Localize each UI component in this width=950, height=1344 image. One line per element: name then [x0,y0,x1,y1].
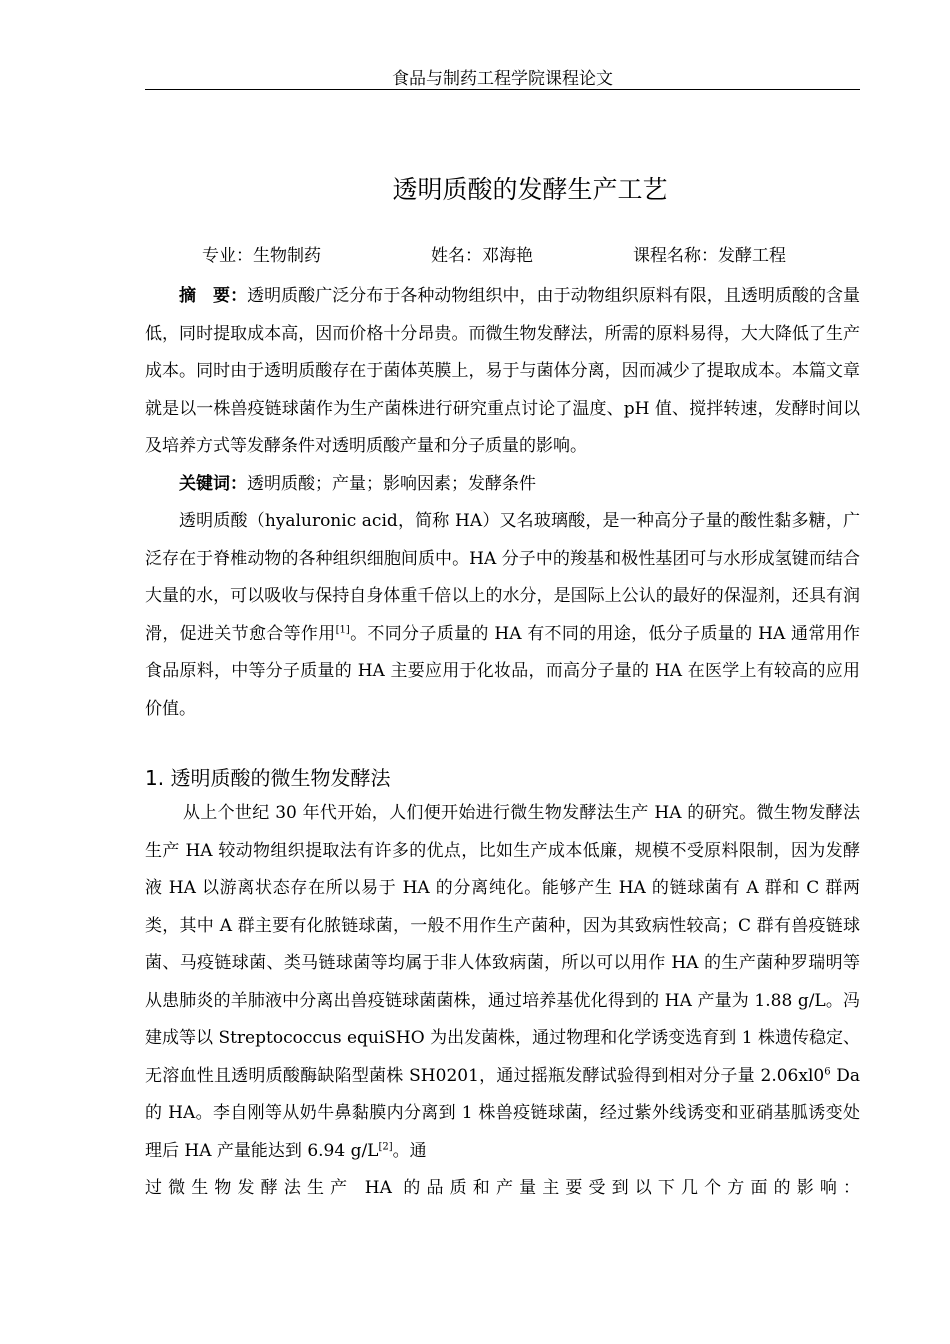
section-heading: 1. 透明质酸的微生物发酵法 [145,766,391,790]
abstract-block [145,278,860,728]
keywords-label: 关键词： [179,473,247,494]
section1-paragraph [145,795,860,1170]
meta-major: 专业：生物制药 [202,246,321,266]
keywords-paragraph [145,466,860,504]
section1-block [145,795,860,1208]
header-rule [145,89,860,90]
citation-1: [1] [335,623,350,635]
keywords-text: 透明质酸；产量；影响因素；发酵条件 [247,473,536,494]
intro-text-1: 透明质酸（hyaluronic acid，简称 HA）又名玻璃酸，是一种高分子量的酸性黏多糖，广泛存在于脊椎动物的各种组织细胞间质中。HA 分子中的羧基和极性基团可与水形成氢键而结合大量的水，可以吸收与保持自身体重千倍以上的水分，是国际上公认的最好的保湿剂，还具有润滑，促进关节愈合等作用 [145,511,860,644]
section1-text-1: 从上个世纪 30 年代开始，人们便开始进行微生物发酵法生产 HA 的研究。微生物发酵法生产 HA 较动物组织提取法有许多的优点，比如生产成本低廉，规模不受原料限制，因为发酵液 HA 以游离状态存在所以易于 HA 的分离纯化。能够产生 HA 的链球菌有 A 群和 C 群两类，其中 A 群主要有化脓链球菌，一般不用作生产菌种，因为其致病性较高；C 群有兽疫链球菌、马疫链球菌、类马链球菌等均属于非人体致病菌，所以可以用作 HA 的生产菌种罗瑞明等从患肺炎的羊肺液中分离出兽疫链球菌菌株，通过培养基优化得到的 HA 产量为 1.88 g/L。冯建成等以 Streptococcus equiSHO 为出发菌株，通过物理和化学诱变选育到 1 株遗传稳定、无溶血性且透明质酸酶缺陷型菌株 SH0201，通过摇瓶发酵试验得到相对分子量 2.06xl0 [145,803,860,1086]
intro-text-2: 。不同分子质量的 HA 有不同的用途，低分子质量的 HA 通常用作食品原料，中等分子质量的 HA 主要应用于化妆品，而高分子量的 HA 在医学上有较高的应用价值。 [145,623,860,719]
meta-course: 课程名称：发酵工程 [633,246,786,266]
abstract-text: 透明质酸广泛分布于各种动物组织中，由于动物组织原料有限，且透明质酸的含量低，同时提取成本高，因而价格十分昂贵。而微生物发酵法，所需的原料易得，大大降低了生产成本。同时由于透明质酸存在于菌体英膜上，易于与菌体分离，因而减少了提取成本。本篇文章就是以一株兽疫链球菌作为生产菌株进行研究重点讨论了温度、pH 值、搅拌转速，发酵时间以及培养方式等发酵条件对透明质酸产量和分子质量的影响。 [145,286,861,456]
citation-2: [2] [378,1140,393,1152]
section1-text-3: 。通 [392,1140,427,1161]
abstract-label: 摘 要： [179,286,248,306]
meta-name: 姓名：邓海艳 [431,246,533,266]
section1-text-2: Da 的 HA。李自刚等从奶牛鼻黏膜内分离到 1 株兽疫链球菌，经过紫外线诱变和亚硝基胍诱变处理后 HA 产量能达到 6.94 g/L [145,1065,860,1161]
section1-last-line: 过微生物发酵法生产 HA 的品质和产量主要受到以下几个方面的影响： [145,1178,860,1198]
running-header: 食品与制药工程学院课程论文 [392,69,613,89]
intro-paragraph [145,503,860,728]
abstract-paragraph [145,278,860,466]
superscript-exponent: 6 [824,1065,831,1077]
paper-title: 透明质酸的发酵生产工艺 [392,175,668,204]
